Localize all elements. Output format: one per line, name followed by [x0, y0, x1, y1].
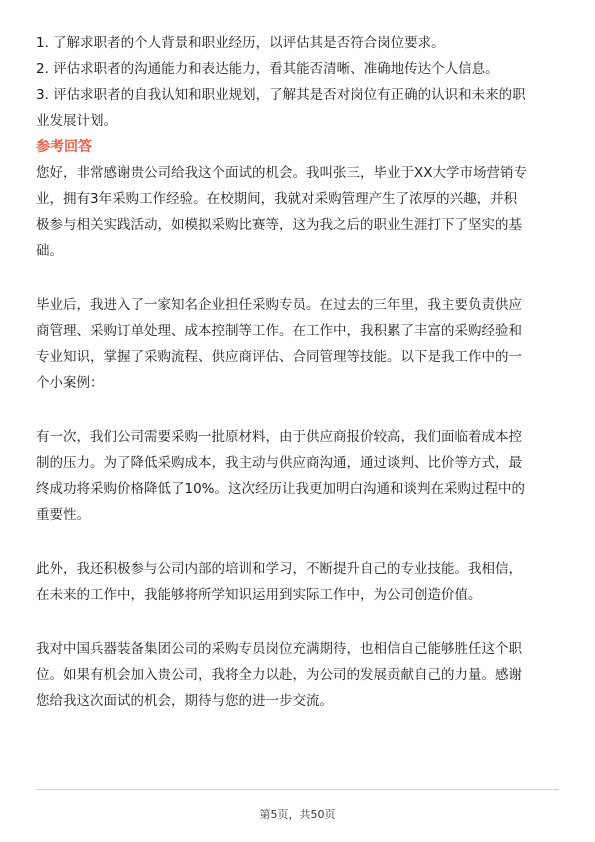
point-line: 2. 评估求职者的沟通能力和表达能力，看其能否清晰、准确地传达个人信息。 [36, 61, 499, 77]
paragraph-spacer [36, 396, 564, 424]
paragraph-line: 专业知识，掌握了采购流程、供应商评估、合同管理等技能。以下是我工作中的一 [36, 349, 522, 365]
point-line: 业发展计划。 [36, 113, 117, 129]
paragraph-spacer [36, 528, 564, 556]
answer-paragraph [36, 636, 564, 714]
paragraph-spacer [36, 608, 564, 636]
paragraph-line: 有一次，我们公司需要采购一批原材料，由于供应商报价较高，我们面临着成本控 [36, 429, 522, 445]
paragraph-line: 您好，非常感谢贵公司给我这个面试的机会。我叫张三，毕业于XX大学市场营销专 [36, 165, 527, 181]
paragraph-line: 终成功将采购价格降低了10%。这次经历让我更加明白沟通和谈判在采购过程中的 [36, 481, 526, 497]
paragraph-line: 重要性。 [36, 507, 90, 523]
paragraph-line: 在未来的工作中，我能够将所学知识运用到实际工作中，为公司创造价值。 [36, 587, 482, 603]
answer-paragraph [36, 424, 564, 528]
paragraph-line: 毕业后，我进入了一家知名企业担任采购专员。在过去的三年里，我主要负责供应 [36, 297, 522, 313]
footer-divider [36, 789, 559, 790]
document-body [36, 30, 564, 714]
point-line: 1. 了解求职者的个人背景和职业经历，以评估其是否符合岗位要求。 [36, 35, 445, 51]
paragraph-line: 位。如果有机会加入贵公司，我将全力以赴，为公司的发展贡献自己的力量。感谢 [36, 667, 522, 683]
evaluation-points [36, 30, 564, 134]
point-line: 3. 评估求职者的自我认知和职业规划，了解其是否对岗位有正确的认识和未来的职 [36, 87, 526, 103]
paragraph-line: 个小案例： [36, 375, 104, 391]
paragraph-line: 极参与相关实践活动，如模拟采购比赛等，这为我之后的职业生涯打下了坚实的基 [36, 217, 522, 233]
answer-paragraph [36, 160, 564, 264]
answer-paragraph [36, 292, 564, 396]
answer-heading: 参考回答 [36, 139, 92, 155]
paragraph-line: 业，拥有3年采购工作经验。在校期间，我就对采购管理产生了浓厚的兴趣，并积 [36, 191, 518, 207]
paragraph-line: 此外，我还积极参与公司内部的培训和学习，不断提升自己的专业技能。我相信， [36, 561, 522, 577]
paragraph-spacer [36, 264, 564, 292]
answer-paragraph [36, 556, 564, 608]
paragraph-line: 础。 [36, 243, 63, 259]
paragraph-line: 制的压力。为了降低采购成本，我主动与供应商沟通，通过谈判、比价等方式，最 [36, 455, 522, 471]
paragraph-line: 商管理、采购订单处理、成本控制等工作。在工作中，我积累了丰富的采购经验和 [36, 323, 522, 339]
paragraph-line: 我对中国兵器装备集团公司的采购专员岗位充满期待，也相信自己能够胜任这个职 [36, 641, 522, 657]
paragraph-line: 您给我这次面试的机会，期待与您的进一步交流。 [36, 693, 333, 709]
page-number: 第5页，共50页 [259, 808, 336, 821]
